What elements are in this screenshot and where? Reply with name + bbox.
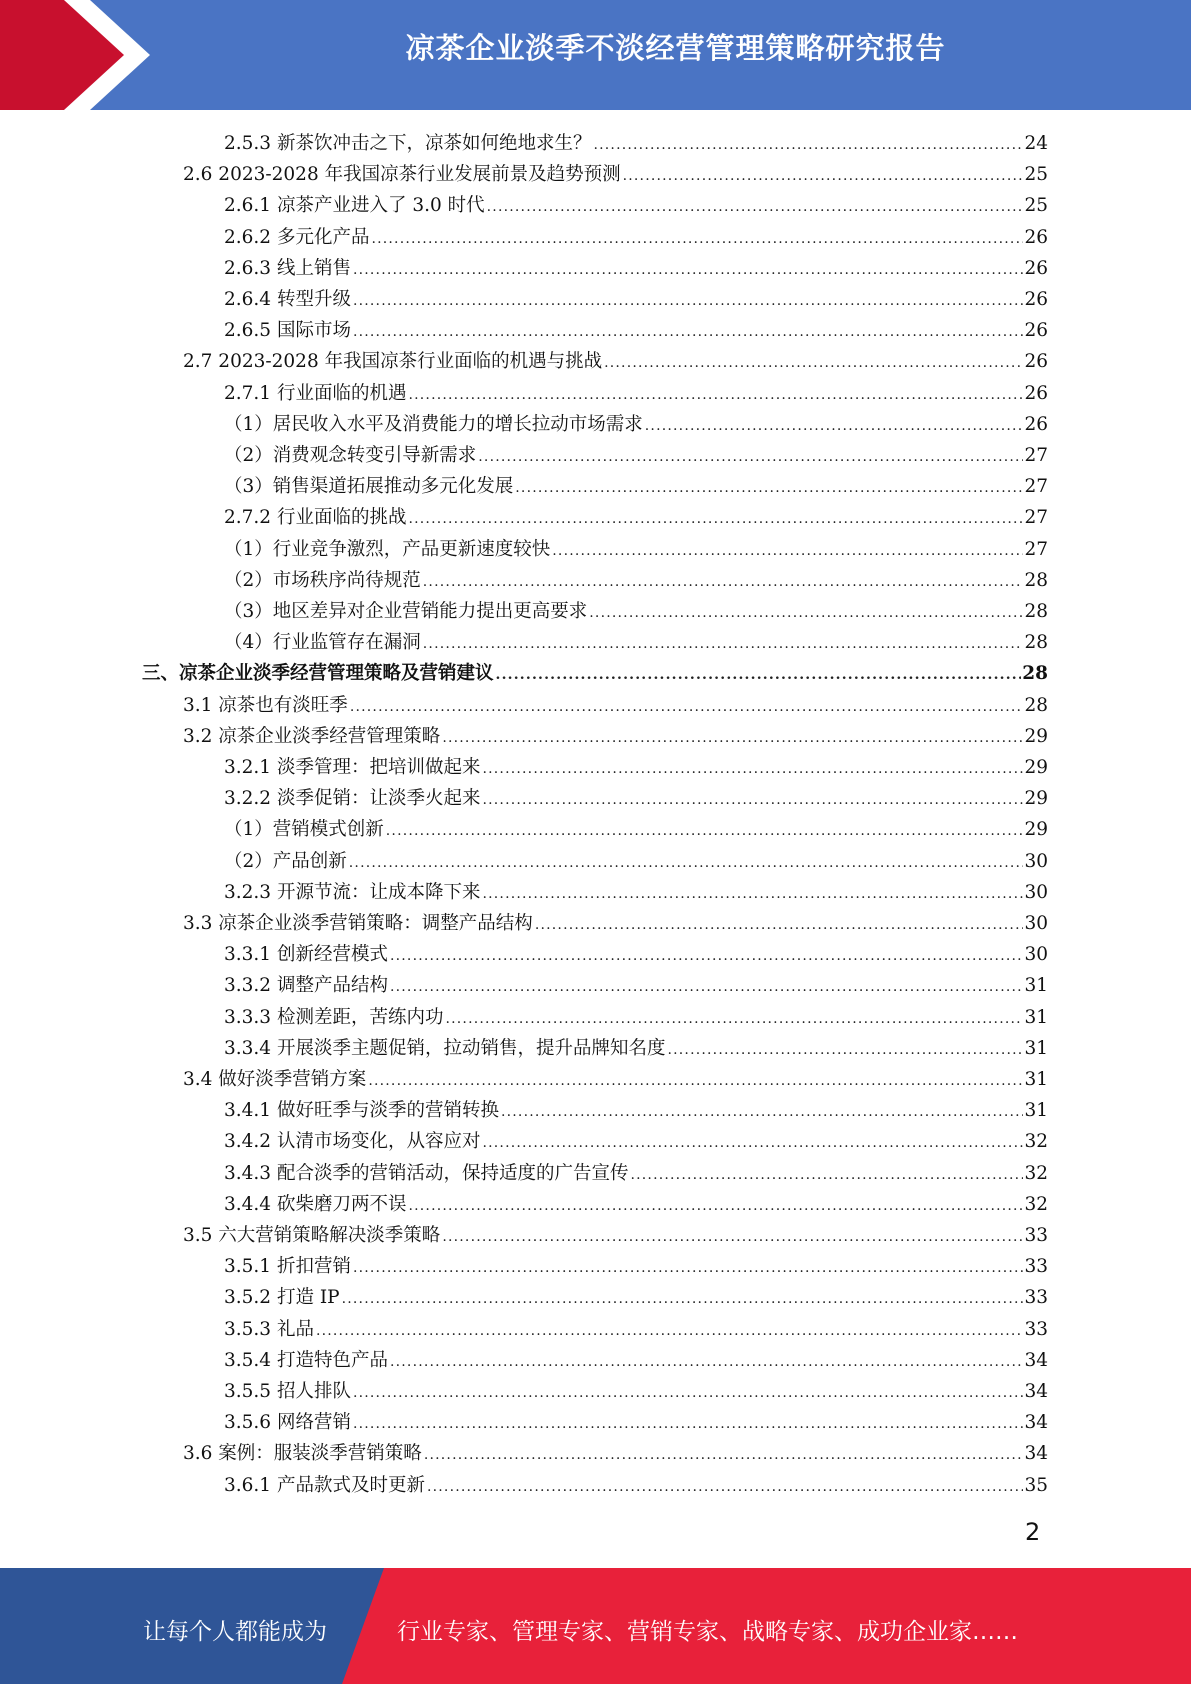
toc-entry-label: 2.7.1 行业面临的机遇 [224,382,407,404]
toc-entry-label: 2.5.3 新茶饮冲击之下，凉茶如何绝地求生？ [224,133,592,154]
toc-entry[interactable] [224,753,1048,784]
toc-dot-leader [442,730,1023,746]
toc-entry-page: 28 [1024,569,1048,591]
toc-entry[interactable] [183,347,1048,378]
toc-entry[interactable] [224,535,1048,566]
toc-entry-label: 三、凉茶企业淡季经营管理策略及营销建议 [142,663,494,685]
toc-entry[interactable] [224,379,1048,410]
toc-entry-label: 3.6.1 产品款式及时更新 [224,1474,425,1496]
toc-entry-label: 3.3.3 检测差距，苦练内功 [224,1006,444,1028]
toc-entry-page: 30 [1024,944,1048,966]
toc-entry-label: 2.6.2 多元化产品 [224,226,370,248]
toc-entry[interactable] [224,1127,1048,1158]
toc-entry-label: 2.6 2023-2028 年我国凉茶行业发展前景及趋势预测 [183,164,621,186]
toc-dot-leader [408,1198,1023,1214]
toc-entry-label: 3.1 凉茶也有淡旺季 [183,694,348,716]
toc-dot-leader [427,1479,1023,1495]
toc-entry[interactable] [183,160,1048,191]
toc-entry[interactable] [224,971,1048,1002]
toc-entry-label: 3.2.2 淡季促销：让淡季火起来 [224,788,481,810]
toc-dot-leader [496,667,1022,683]
toc-entry-page: 32 [1024,1131,1048,1153]
toc-entry[interactable] [224,410,1048,441]
toc-entry-label: 3.4.1 做好旺季与淡季的营销转换 [224,1100,499,1122]
toc-entry-label: 3.5 六大营销策略解决淡季策略 [183,1225,441,1246]
toc-dot-leader [408,511,1023,527]
toc-dot-leader [482,886,1023,902]
toc-entry-label: （1）营销模式创新 [224,819,384,841]
footer-slogan-right: 行业专家、管理专家、营销专家、战略专家、成功企业家…… [397,1619,1018,1645]
toc-entry-page: 34 [1024,1381,1048,1402]
toc-entry-page: 30 [1024,881,1048,903]
toc-dot-leader [342,1291,1024,1307]
toc-entry[interactable] [183,722,1048,753]
toc-dot-leader [353,262,1024,278]
toc-dot-leader [535,917,1024,933]
toc-entry-label: （2）市场秩序尚待规范 [224,569,421,591]
toc-entry-label: 2.6.4 转型升级 [224,289,351,310]
toc-entry-page: 35 [1024,1474,1048,1496]
toc-entry-label: 3.3 凉茶企业淡季营销策略：调整产品结构 [183,913,533,934]
toc-entry[interactable] [224,1252,1048,1283]
toc-entry[interactable] [183,1221,1048,1252]
toc-entry-page: 33 [1024,1318,1048,1340]
toc-entry-label: （1）居民收入水平及消费能力的增长拉动市场需求 [224,413,643,435]
toc-entry-label: 3.5.5 招人排队 [224,1381,351,1402]
toc-entry[interactable] [224,1408,1048,1439]
toc-entry-page: 32 [1024,1162,1048,1184]
toc-entry-page: 25 [1024,195,1048,217]
toc-entry[interactable] [183,1439,1048,1470]
toc-entry-label: 2.6.5 国际市场 [224,320,351,342]
toc-dot-leader [445,1011,1023,1027]
toc-entry-label: 3.5.3 礼品 [224,1318,314,1340]
toc-entry-label: 3.6 案例：服装淡季营销策略 [183,1443,422,1465]
toc-entry[interactable] [224,1190,1048,1221]
chevron-arrow-icon [0,0,160,110]
toc-dot-leader [667,1042,1023,1058]
header-band [0,0,1191,110]
toc-entry-page: 31 [1024,1069,1048,1090]
toc-entry[interactable] [142,659,1048,690]
page-number: 2 [1025,1518,1041,1546]
toc-entry[interactable] [224,1315,1048,1346]
toc-dot-leader [423,636,1024,652]
toc-entry[interactable] [183,1065,1048,1096]
toc-entry-label: 3.4.3 配合淡季的营销活动，保持适度的广告宣传 [224,1162,629,1184]
toc-entry-label: 3.4.2 认清市场变化，从容应对 [224,1131,481,1153]
toc-entry[interactable] [224,472,1048,503]
toc-entry-label: 3.5.2 打造 IP [224,1287,340,1309]
toc-dot-leader [593,137,1023,153]
toc-entry[interactable] [224,223,1048,254]
toc-entry-page: 27 [1024,445,1048,466]
toc-dot-leader [316,1323,1024,1339]
toc-dot-leader [386,823,1024,839]
toc-dot-leader [350,699,1024,715]
toc-dot-leader [390,948,1023,964]
toc-dot-leader [630,1167,1023,1183]
toc-dot-leader [368,1073,1023,1089]
toc-entry[interactable] [224,1159,1048,1190]
toc-entry-page: 34 [1024,1443,1048,1465]
toc-entry-page: 33 [1024,1225,1048,1246]
toc-dot-leader [408,387,1023,403]
toc-entry[interactable] [224,1377,1048,1408]
toc-entry-page: 28 [1022,663,1048,685]
toc-dot-leader [353,293,1024,309]
toc-entry-page: 30 [1024,913,1048,934]
toc-entry-page: 29 [1024,788,1048,810]
toc-entry-page: 25 [1024,164,1048,186]
toc-entry[interactable] [224,1096,1048,1127]
toc-entry-label: 2.6.1 凉茶产业进入了 3.0 时代 [224,195,485,217]
footer-slogan-left: 让每个人都能成为 [143,1619,327,1645]
toc-entry-page: 28 [1024,694,1048,716]
toc-dot-leader [604,355,1023,371]
toc-entry-label: 3.3.4 开展淡季主题促销，拉动销售，提升品牌知名度 [224,1037,666,1059]
toc-entry-page: 33 [1024,1287,1048,1309]
toc-entry-page: 31 [1024,1037,1048,1059]
toc-entry-page: 26 [1024,320,1048,342]
toc-dot-leader [552,543,1023,559]
toc-entry-page: 24 [1024,133,1048,154]
toc-entry-page: 26 [1024,257,1048,279]
toc-entry-page: 26 [1024,351,1048,373]
toc-dot-leader [353,324,1024,340]
toc-entry-page: 29 [1024,757,1048,778]
toc-entry[interactable] [224,129,1048,160]
toc-entry[interactable] [224,254,1048,285]
toc-entry-label: 3.5.4 打造特色产品 [224,1349,388,1371]
toc-dot-leader [589,605,1023,621]
toc-entry-label: 3.2 凉茶企业淡季经营管理策略 [183,725,441,747]
toc-dot-leader [353,1260,1024,1276]
toc-entry-page: 26 [1024,382,1048,404]
toc-entry[interactable] [224,847,1048,878]
toc-dot-leader [645,418,1024,434]
toc-entry-label: （3）地区差异对企业营销能力提出更高要求 [224,601,588,622]
toc-entry-label: 3.3.1 创新经营模式 [224,944,388,966]
toc-entry[interactable] [224,940,1048,971]
toc-entry[interactable] [224,628,1048,659]
toc-entry-label: 3.3.2 调整产品结构 [224,975,388,997]
toc-entry-page: 31 [1024,1100,1048,1122]
toc-dot-leader [623,168,1024,184]
toc-entry[interactable] [224,1034,1048,1065]
toc-entry[interactable] [224,1003,1048,1034]
toc-entry-label: 3.2.1 淡季管理：把培训做起来 [224,757,481,778]
toc-entry[interactable] [224,1283,1048,1314]
toc-entry-label: （2）产品创新 [224,850,347,872]
toc-dot-leader [353,1416,1024,1432]
toc-dot-leader [423,574,1024,590]
toc-dot-leader [390,979,1023,995]
toc-dot-leader [353,1385,1024,1401]
footer-banner [0,1568,1191,1684]
toc-dot-leader [442,1229,1023,1245]
toc-entry[interactable] [183,909,1048,940]
toc-entry-page: 29 [1024,819,1048,841]
toc-entry-page: 29 [1024,725,1048,747]
toc-entry-page: 32 [1024,1193,1048,1215]
toc-entry[interactable] [224,815,1048,846]
toc-dot-leader [424,1447,1024,1463]
toc-entry-page: 31 [1024,975,1048,997]
toc-entry-label: 3.4 做好淡季营销方案 [183,1069,367,1090]
toc-dot-leader [390,1354,1023,1370]
toc-entry-label: 3.2.3 开源节流：让成本降下来 [224,881,481,903]
toc-entry-label: （4）行业监管存在漏洞 [224,632,421,654]
toc-entry-page: 26 [1024,226,1048,248]
toc-entry-page: 27 [1024,538,1048,560]
toc-entry-page: 28 [1024,601,1048,622]
toc-entry-page: 34 [1024,1349,1048,1371]
toc-entry-label: （1）行业竞争激烈，产品更新速度较快 [224,538,551,560]
toc-entry[interactable] [224,191,1048,222]
toc-dot-leader [371,231,1023,247]
toc-dot-leader [501,1104,1023,1120]
toc-entry-label: （3）销售渠道拓展推动多元化发展 [224,476,514,498]
toc-entry[interactable] [224,316,1048,347]
toc-entry-page: 27 [1024,507,1048,529]
toc-dot-leader [482,1135,1023,1151]
toc-entry[interactable] [224,285,1048,316]
toc-entry-page: 26 [1024,289,1048,310]
toc-entry-label: 2.7.2 行业面临的挑战 [224,507,407,529]
toc-dot-leader [482,792,1023,808]
toc-entry-page: 30 [1024,850,1048,872]
toc-entry-page: 28 [1024,632,1048,654]
toc-entry-page: 27 [1024,476,1048,498]
toc-entry-label: （2）消费观念转变引导新需求 [224,445,477,466]
toc-entry[interactable] [224,597,1048,628]
toc-entry-label: 2.7 2023-2028 年我国凉茶行业面临的机遇与挑战 [183,351,603,373]
toc-dot-leader [349,855,1024,871]
report-title: 凉茶企业淡季不淡经营管理策略研究报告 [405,31,946,65]
toc-entry[interactable] [224,878,1048,909]
toc-entry[interactable] [183,691,1048,722]
toc-entry-label: 3.5.1 折扣营销 [224,1256,351,1278]
toc-entry[interactable] [224,1471,1048,1502]
toc-entry-label: 3.4.4 砍柴磨刀两不误 [224,1193,407,1215]
toc-entry-label: 2.6.3 线上销售 [224,257,351,279]
toc-entry-page: 33 [1024,1256,1048,1278]
toc-entry[interactable] [224,503,1048,534]
toc-entry[interactable] [224,441,1048,472]
toc-entry-page: 34 [1024,1412,1048,1434]
toc-dot-leader [482,761,1023,777]
toc-entry-page: 26 [1024,413,1048,435]
toc-entry-page: 31 [1024,1006,1048,1028]
toc-entry[interactable] [224,1346,1048,1377]
toc-dot-leader [478,449,1023,465]
toc-entry[interactable] [224,566,1048,597]
toc-entry-label: 3.5.6 网络营销 [224,1412,351,1434]
toc-dot-leader [487,199,1024,215]
toc-entry[interactable] [224,784,1048,815]
toc-dot-leader [515,480,1023,496]
